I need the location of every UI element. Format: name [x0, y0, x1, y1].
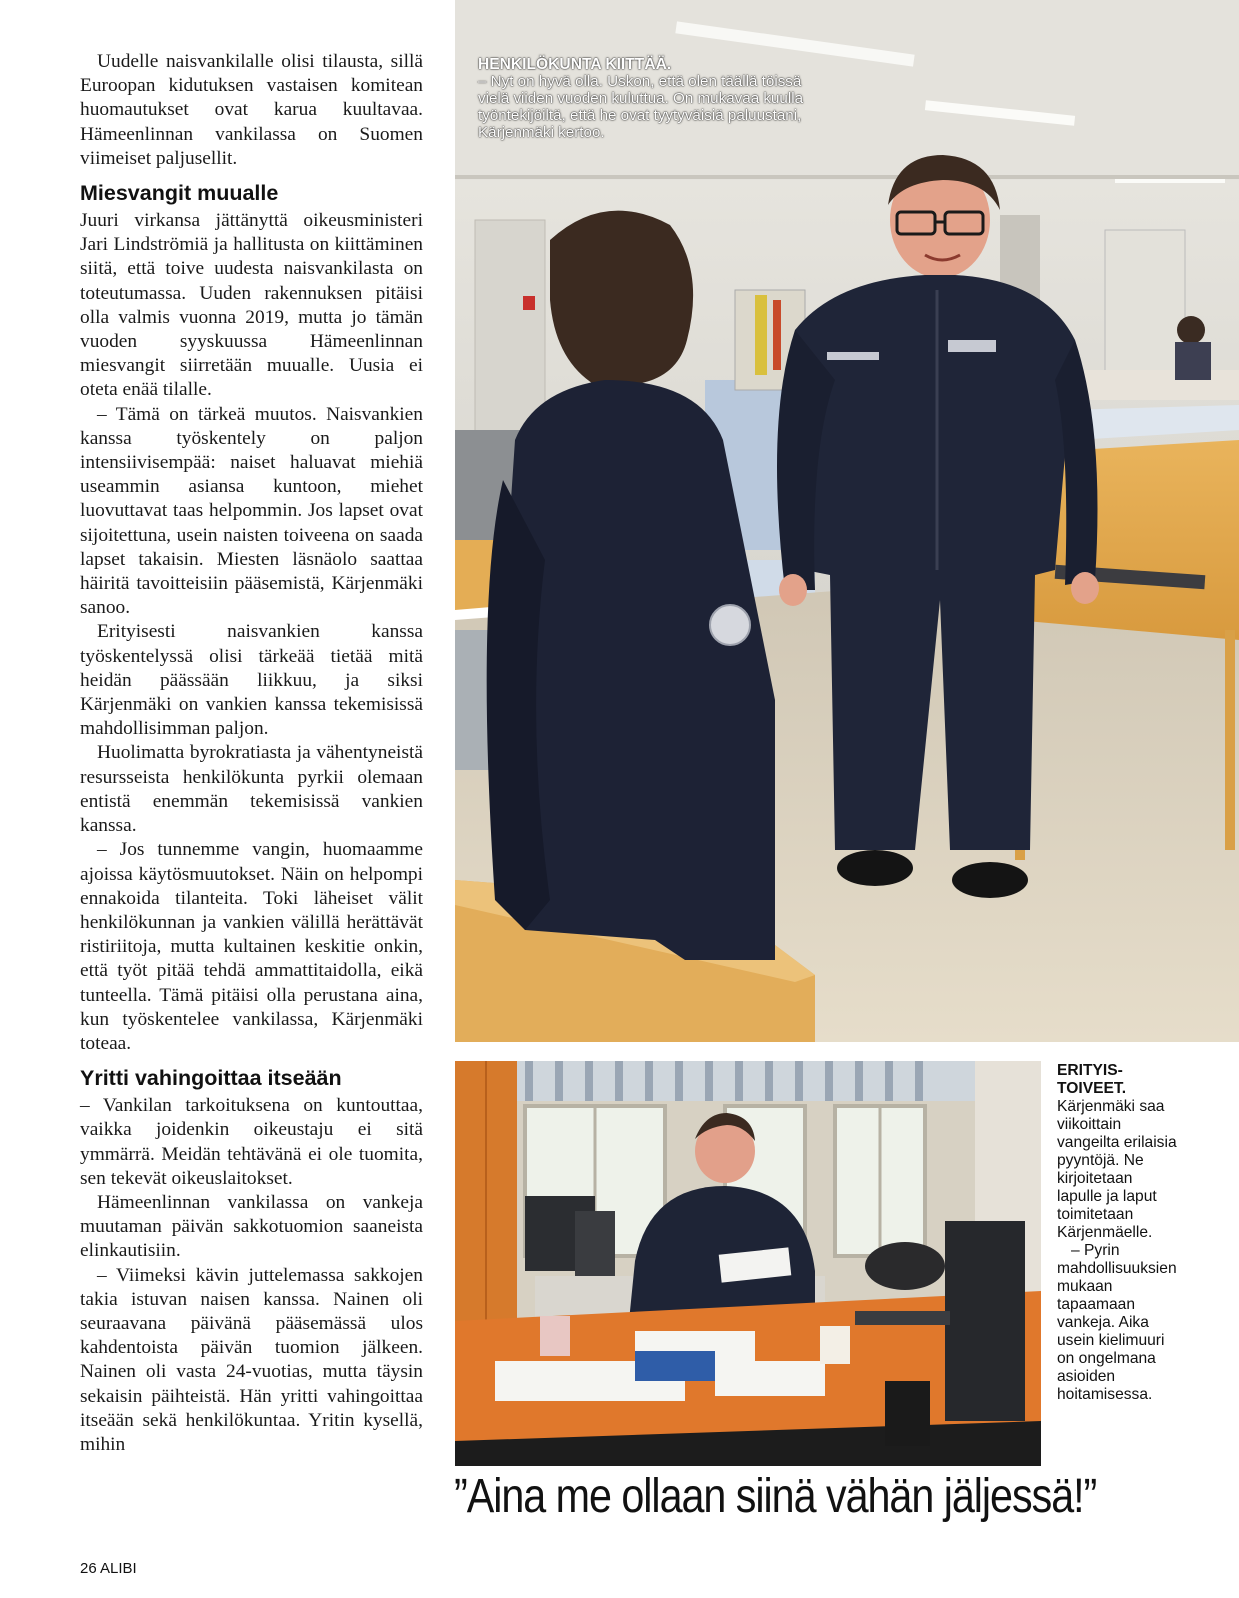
- office-photo: [455, 1061, 1041, 1466]
- page-folio: 26 ALIBI: [80, 1560, 137, 1577]
- body-paragraph: – Tämä on tärkeä muutos. Naisvankien kanssa työskentely on paljon intensiivisempää: naiset haluavat miehiä useammin asiansa kuntoon, miehet luovuttavat taas helpommin. Jos lapset ovat sijoitettuna, usein naisten toiveena on saada lapset takaisin. Miesten läsnäolo saattaa häiritä tavoitteisiin pääsemistä, Kärjenmäki sanoo.: [80, 403, 423, 619]
- body-paragraph: – Vankilan tarkoituksena on kuntouttaa, vaikka joidenkin oikeustaju ei sitä ymmärrä. Meidän tehtävänä ei ole tuomita, sen tekevät oikeuslaitokset.: [80, 1095, 423, 1189]
- section-heading-miesvangit: Miesvangit muualle: [80, 181, 279, 206]
- body-paragraph: Juuri virkansa jättänyttä oikeusministeri Jari Lindströmiä ja hallitusta on kiittäminen siitä, että toive uudesta naisvankilasta on toteutumassa. Uuden rakennuksen pitäisi olla valmis vuonna 2019, mutta jo tämän vuoden syyskuussa Hämeenlinnan miesvangit siirretään muualle. Uusia ei oteta enää tilalle.: [80, 210, 423, 401]
- pull-quote: ”Aina me ollaan siinä vähän jäljessä!”: [454, 1470, 1097, 1523]
- workshop-photo: [455, 0, 1239, 1042]
- caption-text: Kärjenmäki saa viikoittain vangeilta erilaisia pyyntöjä. Ne kirjoitetaan lapulle ja laput toimitetaan Kärjenmäelle.: [1057, 1098, 1177, 1241]
- caption-heading: ERITYIS-TOIVEET.: [1057, 1062, 1127, 1097]
- intro-paragraph: Uudelle naisvankilalle olisi tilausta, sillä Euroopan kidutuksen vastaisen komitean huomautukset ovat karua kuultavaa. Hämeenlinnan vankilassa on Suomen viimeiset paljusellit.: [80, 51, 423, 169]
- article-column: [80, 50, 423, 1457]
- body-paragraph: Hämeenlinnan vankilassa on vankeja muutaman päivän sakkotuomion saaneista elinkautisiin.: [80, 1191, 423, 1262]
- caption-quote: – Pyrin mahdollisuuksien mukaan tapaamaan vankeja. Aika usein kielimuuri on ongelmana asioiden hoitamisessa.: [1057, 1242, 1177, 1403]
- office-photo-caption: [1057, 1062, 1177, 1404]
- top-photo-caption: [478, 56, 818, 141]
- body-paragraph: – Jos tunnemme vangin, huomaamme ajoissa käytösmuutokset. Näin on helpompi ennakoida tilanteita. Toki läheiset välit henkilökunnan ja vankien välillä herättävät ristiriitoja, mutta kultainen keskitie onkin, että työt pitää tehdä ammattitaidolla, eikä tunteella. Tämä pitäisi olla perustana aina, kun työskentelee vankilassa, Kärjenmäki toteaa.: [80, 839, 423, 1054]
- caption-heading: HENKILÖKUNTA KIITTÄÄ.: [478, 56, 672, 73]
- body-paragraph: Huolimatta byrokratiasta ja vähentyneistä resursseista henkilökunta pyrkii olemaan entistä enemmän tekemisissä vankien kanssa.: [80, 742, 423, 837]
- body-paragraph: Erityisesti naisvankien kanssa työskentelyssä olisi tärkeää tietää mitä heidän päässään liikkuu, ja siksi Kärjenmäki on vankien kanssa tekemisissä mahdollisimman paljon.: [80, 621, 423, 740]
- caption-text: – Nyt on hyvä olla. Uskon, että olen täällä töissä vielä viiden vuoden kuluttua. On mukavaa kuulla työntekijöiltä, että he ovat tyytyväisiä paluustani, Kärjenmäki kertoo.: [478, 73, 804, 141]
- body-paragraph: – Viimeksi kävin juttelemassa sakkojen takia istuvan naisen kanssa. Nainen oli seuraavana päivänä pääsemässä ulos kahdentoista päivän tuomion jälkeen. Nainen oli vasta 24-vuotias, mutta täysin sekaisin päihteistä. Hän yritti vahingoittaa itseään sekä henkilökuntaa. Yritin kysellä, mihin: [80, 1264, 423, 1455]
- section-heading-yritti: Yritti vahingoittaa itseään: [80, 1066, 342, 1091]
